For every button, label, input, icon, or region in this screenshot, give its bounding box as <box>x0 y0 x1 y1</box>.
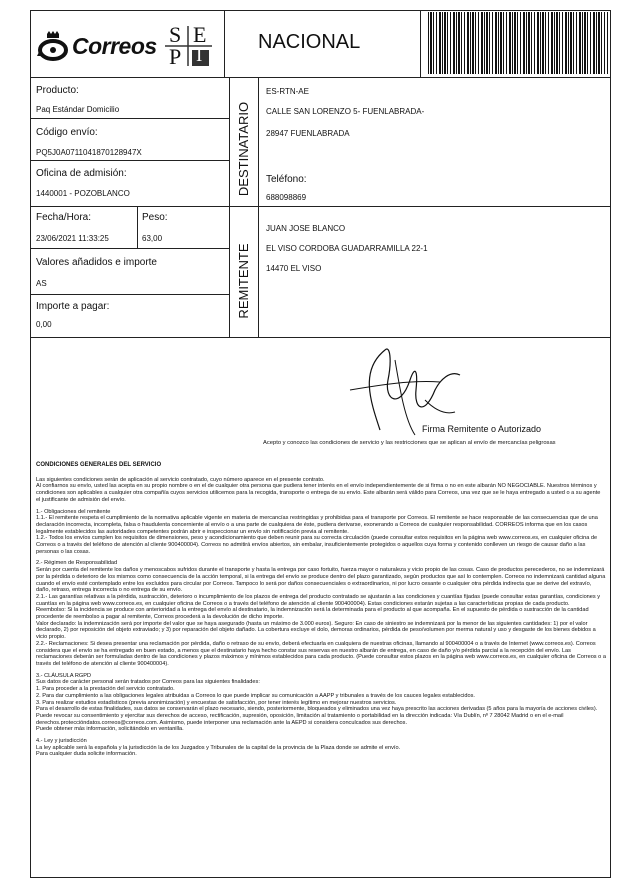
terms-section-3: 3.- CLÁUSULA RGPD Sus datos de carácter personal serán tratados por Correos para las siguientes finalidades: 1. Para proceder a la prestación del servicio contratado. 2. Para dar cumplimiento a las obligaciones legales atribuidas a Correos lo que puede implicar su comunicación a AAPP y tribunales a través de los cauces legales establecidos. 3. Para realizar estudios estadísticos (previa anonimización) y encuestas de satisfacción, por tener interés legítimo en mejorar nuestros servicios. Para el desarrollo de estas finalidades, sus datos se conservarán el plazo necesario, siendo, posteriormente, bloqueados y eliminados una vez haya prescrito las acciones derivadas (5 años para la mayoría de acciones civiles). Puede revocar su consentimiento y ejercitar sus derechos de acceso, rectificación, supresión, oposición, limitación al tratamiento o portabilidad en la dirección indicada: Vía Dublín, nº 7 28042 Madrid o en el e-mail derechos.proteccióndatos.correos@correos.com. Asimismo, puede interponer una reclamación ante la AEPD si considera conculcados sus derechos. Puede obtener más información, solicitándolo en ventanilla. <box>36 672 598 733</box>
correos-logo <box>36 26 166 66</box>
terms-title: CONDICIONES GENERALES DEL SERVICIO <box>36 462 162 468</box>
divider <box>229 77 230 337</box>
divider <box>30 206 611 207</box>
dest-line3: 28947 FUENLABRADA <box>266 129 350 138</box>
producto-label: Producto: <box>36 85 79 96</box>
oficina-value: 1440001 - POZOBLANCO <box>36 189 130 198</box>
rem-address: EL VISO CORDOBA GUADARRAMILLA 22-1 <box>266 244 428 253</box>
divider <box>30 337 611 338</box>
brand-name: Correos <box>72 33 157 59</box>
sepi-logo <box>162 24 214 68</box>
general-conditions <box>36 462 606 763</box>
divider <box>30 160 229 161</box>
dest-line2: CALLE SAN LORENZO 5- FUENLABRADA- <box>266 107 425 116</box>
valores-value: AS <box>36 279 47 288</box>
barcode <box>428 12 608 74</box>
peso-label: Peso: <box>142 212 168 223</box>
rem-city: 14470 EL VISO <box>266 264 322 273</box>
terms-intro: Las siguientes condiciones serán de aplicación al servicio contratado, cuyo número aparece en el presente contrato. Al confiarnos su envío, usted las acepta en su propio nombre o en el de cualquier otra persona que pudiera tener interés en el envío independientemente de si firma o no en este albarán NO NEGOCIABLE. Nuestros términos y condiciones son aplicables a cualquier otra compañía cuyos servicios utilicemos para la recogida, transporte o entrega de su envío. Este albarán será válido para Correos, una vez que se le haya entregado a usted o a su agente el justificante de admisión del envío. <box>36 476 601 503</box>
importe-label: Importe a pagar: <box>36 301 110 312</box>
signature-label: Firma Remitente o Autorizado <box>422 424 542 434</box>
dest-phone: 688098869 <box>266 193 307 202</box>
remitente-label: REMITENTE <box>236 243 251 319</box>
producto-value: Paq Estándar Domicilio <box>36 105 120 114</box>
valores-label: Valores añadidos e importe <box>36 257 157 268</box>
header-bottom-line <box>30 77 611 78</box>
fecha-label: Fecha/Hora: <box>36 212 92 223</box>
dest-line1: ES-RTN-AE <box>266 87 309 96</box>
sepi-letter-i: I <box>196 45 203 66</box>
codigo-envio-value: PQ5J0A0711041870128947X <box>36 148 142 157</box>
accept-conditions: Acepto y conozco las condiciones de servicio y las restricciones que se aplican al envío de mercancías peligrosas <box>263 440 556 446</box>
peso-value: 63,00 <box>142 234 163 243</box>
rem-name: JUAN JOSE BLANCO <box>266 224 346 233</box>
oficina-label: Oficina de admisión: <box>36 168 127 179</box>
destinatario-label: DESTINATARIO <box>236 101 251 197</box>
divider <box>30 118 229 119</box>
divider <box>258 77 259 337</box>
sepi-letter-e: E <box>193 22 207 47</box>
posthorn-crown-icon <box>36 30 70 64</box>
terms-section-1: 1.- Obligaciones del remitente 1.1.- El remitente respeta el cumplimiento de la normativa aplicable vigente en materia de mercancías restringidas y prohibidas para el transporte por Correos. El remitente se hace responsable de las consecuencias que de una declaración incorrecta, incompleta, falsa o fraudulenta concerniente al envío o a una parte de cualquiera de éste, pudiera derivarse, exonerando a Correos de cualquier responsabilidad. CORREOS informa que en los casos legalmente establecidos las autoridades competentes podrán abrir e inspeccionar un envío sin notificación previa al remitente. 1.2.- Todos los envíos cumplen los requisitos de dimensiones, peso y acondicionamiento que deben reunir para su correcta circulación (puede consultar estos requisitos en la página web www.correos.es, en cualquier oficina de Correos o a través del teléfono de atención al cliente 900400004). Correos no admitirá envíos abiertos, sin embalar, insuficientemente protegidos o aquellos cuya forma y contenido conlleven un riesgo de causar daño a las personas o las cosas. <box>36 508 598 555</box>
divider <box>30 248 229 249</box>
codigo-envio-label: Código envío: <box>36 127 98 138</box>
divider <box>30 294 229 295</box>
sepi-letter-p: P <box>169 44 182 69</box>
service-type: NACIONAL <box>258 31 361 53</box>
divider <box>137 206 138 248</box>
terms-section-4: 4.- Ley y jurisdicción La ley aplicable será la española y la jurisdicción la de los Juzgados y Tribunales de la capital de la provincia de la Plaza donde se admite el envío. Para cualquier duda solicite información. <box>36 738 401 758</box>
header-divider-2 <box>420 10 421 77</box>
header-divider-1 <box>224 10 225 77</box>
dest-phone-label: Teléfono: <box>266 174 307 185</box>
terms-section-2: 2.- Régimen de Responsabilidad Serán por cuenta del remitente los daños y menoscabos sufridos durante el transporte y hasta la entrega por caso fortuito, fuerza mayor o naturaleza y vicio propio de las cosas. Caso de productos perecederos, no se indemnizará por la pérdida o deterioro de los mismos como consecuencia de la acción temporal, si la entrega del envío se produce dentro del plazo garantizado, según productos que así lo contemplen. Correos no indemnizará cantidad alguna cuando el envío esté contemplado entre los excluidos para circular por Correos. Tampoco lo será por daños consecuenciales o extraordinarios, ni por lucro cesante o cualquier otra pérdida indirecta que se derive del extravío, daño, retraso, entrega incorrecta o no entrega de su envío. 2.1.- Las garantías relativas a la pérdida, sustracción, deterioro o incumplimiento de los plazos de entrega del producto contratado se ajustarán a las condiciones y cuantías fijadas (puede consultar estas garantías, condiciones y cuantías en la página web www.correos.es, en cualquier oficina de Correos o a través del teléfono de atención al cliente 900400004). Estas condiciones estarán sujetas a las características propias de cada producto. Reembolso: Si la incidencia se produce con anterioridad a la entrega del envío al destinatario, la indemnización será la determinada para el producto al que acompaña. En el supuesto de pérdida o sustracción de la cantidad procedente de reembolso a pagar al remitente, Correos procederá a la devolución de dicho importe. Valor declarado: la indemnización será por importe del valor que se haya asegurado (hasta un máximo de 3.000 euros). Seguro: En caso de siniestro se indemnizará por la menor de las siguientes cantidades: 1) por el valor declarado, 2) por reposición del objeto extraviado; y 3) por reparación del objeto dañado. La cobertura excluye el dolo, demoras ordinarios, pérdida de peso/volumen por merma natural y uso y desgaste de los bienes debidos a vicio propio. 2.2.- Reclamaciones: Si desea presentar una reclamación por pérdida, daño o retraso de su envío, deberá efectuarla en cualquiera de nuestras oficinas, llamando al 900400004 o a través de Internet (www.correos.es). Correos considera que el envío se ha entregado en buen estado, a menos que el destinatario haya hecho constar sus reservas en nuestro albarán de entrega, en caso de daño y/o pérdida parcial a la recepción del envío. Las reclamaciones deberán ser formuladas dentro de las condiciones y plazos máximos y mínimos establecidos para cada producto. (Puede consultar estos plazos en la página web www.correos.es, en cualquier oficina de Correos o a través del teléfono de atención al cliente 900400004). <box>36 560 606 667</box>
fecha-value: 23/06/2021 11:33:25 <box>36 234 109 243</box>
importe-value: 0,00 <box>36 320 52 329</box>
sepi-letter-s: S <box>169 22 182 47</box>
